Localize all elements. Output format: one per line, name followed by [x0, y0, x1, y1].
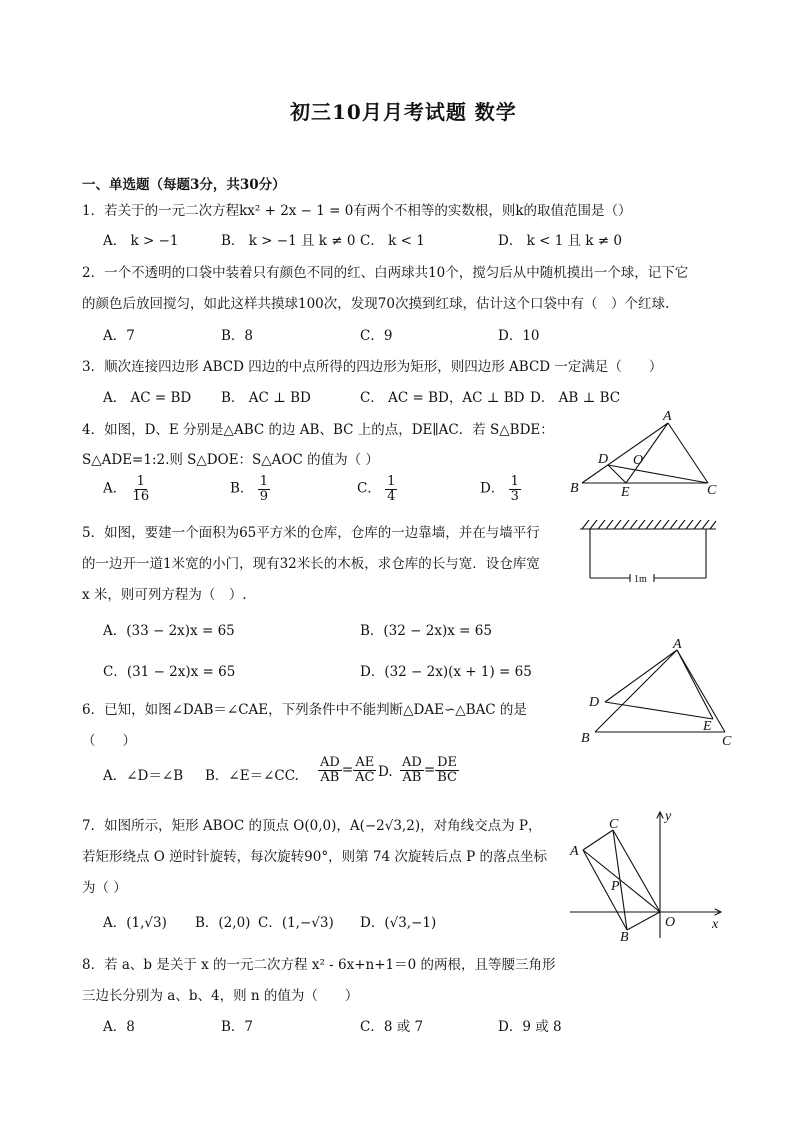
label-b: B — [581, 731, 590, 746]
q6-d-fraction-left — [400, 756, 424, 784]
q4-option-c-label: C． — [357, 480, 381, 497]
numerator: AE — [355, 755, 375, 770]
q1-option-c[interactable]: C． k < 1 — [360, 233, 425, 249]
label-o: O — [633, 453, 644, 468]
q3-option-c[interactable]: C． AC = BD，AC ⊥ BD — [360, 390, 525, 406]
q2-option-c[interactable]: C．9 — [360, 328, 393, 344]
q6-option-b[interactable]: B．∠E＝∠CC. — [205, 768, 299, 784]
q4-option-d[interactable] — [480, 475, 521, 503]
q6-option-a[interactable]: A．∠D＝∠B — [103, 768, 184, 784]
equals-sign: = — [341, 762, 354, 779]
question-4-line1: 4．如图，D、E 分别是△ABC 的边 AB、BC 上的点，DE∥AC．若 S△BDE： — [82, 422, 554, 438]
label-b: B — [620, 930, 629, 942]
label-a: A — [673, 637, 682, 652]
question-2-line1: 2．一个不透明的口袋中装着只有颜色不同的红、白两球共10个，搅匀后从中随机摸出一个球，记下它 — [82, 265, 689, 281]
q6-c-fraction-right — [353, 756, 376, 784]
numerator: 1 — [136, 474, 145, 489]
q4-option-a-fraction — [131, 475, 152, 503]
q5-option-b[interactable]: B．(32 − 2x)x = 65 — [360, 623, 492, 639]
question-4-line2: S△ADE=1:2.则 S△DOE：S△AOC 的值为（ ） — [82, 452, 379, 468]
q2-option-b[interactable]: B．8 — [221, 328, 254, 344]
question-1-text: 1．若关于的一元二次方程kx² + 2x − 1 = 0有两个不相等的实数根，则k的取值范围是（） — [82, 203, 632, 219]
question-8-line1: 8．若 a、b 是关于 x 的一元二次方程 x² - 6x+n+1＝0 的两根，且等腰三角形 — [82, 957, 556, 973]
q4-option-a[interactable] — [103, 475, 151, 503]
denominator: AB — [320, 769, 340, 785]
q4-option-b[interactable] — [230, 475, 270, 503]
q1-option-d[interactable]: D． k < 1 且 k ≠ 0 — [498, 233, 623, 249]
q4-option-b-fraction — [258, 475, 270, 503]
denominator: AC — [355, 769, 375, 785]
q1-option-b[interactable]: B． k > −1 且 k ≠ 0 — [221, 233, 356, 249]
question-7-line1: 7．如图所示，矩形 ABOC 的顶点 O(0,0)，A(−2√3,2)，对角线交点为 P， — [82, 818, 542, 834]
q1-option-a[interactable]: A． k > −1 — [103, 233, 179, 249]
q4-option-a-label: A． — [103, 480, 127, 497]
question-6-line2: （ ） — [82, 733, 136, 749]
q4-option-b-label: B． — [230, 480, 254, 497]
denominator: 3 — [510, 488, 519, 504]
q2-option-a[interactable]: A．7 — [103, 328, 135, 344]
label-d: D — [598, 452, 609, 467]
question-5-line2: 的一边开一道1米宽的小门，现有32米长的木板，求仓库的长与宽．设仓库宽 — [82, 556, 540, 572]
q7-option-d[interactable]: D．(√3,−1) — [360, 915, 437, 931]
q8-option-d[interactable]: D．9 或 8 — [498, 1019, 562, 1035]
label-e: E — [703, 719, 712, 734]
label-c: C — [609, 817, 619, 832]
numerator: 1 — [259, 474, 268, 489]
q4-option-d-fraction — [509, 475, 521, 503]
numerator: 1 — [510, 474, 519, 489]
q5-warehouse-figure — [578, 515, 718, 590]
label-a: A — [570, 844, 579, 859]
label-e: E — [621, 485, 630, 500]
q5-option-a[interactable]: A．(33 − 2x)x = 65 — [103, 623, 235, 639]
label-c: C — [722, 734, 732, 749]
denominator: 9 — [259, 488, 268, 504]
axis-y-label: y — [665, 809, 672, 824]
question-6-line1: 6．已知，如图∠DAB＝∠CAE，下列条件中不能判断△DAE∽△BAC 的是 — [82, 702, 527, 718]
question-3-text: 3．顺次连接四边形 ABCD 四边的中点所得的四边形为矩形，则四边形 ABCD 一定满足（ ） — [82, 359, 663, 375]
wall-hatching — [582, 520, 716, 529]
q6-option-d[interactable] — [400, 756, 459, 784]
denominator: 16 — [132, 488, 150, 504]
equals-sign: = — [423, 762, 436, 779]
q8-option-c[interactable]: C．8 或 7 — [360, 1019, 424, 1035]
denominator: AB — [402, 769, 422, 785]
q7-option-c[interactable]: C．(1,−√3) — [258, 915, 334, 931]
q3-option-a[interactable]: A． AC = BD — [103, 390, 192, 406]
question-5-line1: 5．如图，要建一个面积为65平方米的仓库，仓库的一边靠墙，并在与墙平行 — [82, 525, 540, 541]
label-p: P — [611, 879, 620, 894]
q5-option-d[interactable]: D．(32 − 2x)(x + 1) = 65 — [360, 664, 532, 680]
question-7-line2: 若矩形绕点 O 逆时针旋转，每次旋转90°，则第 74 次旋转后点 P 的落点坐标 — [82, 849, 548, 865]
q7-option-a[interactable]: A．(1,√3) — [103, 915, 167, 931]
q4-option-c[interactable] — [357, 475, 397, 503]
q6-c-fraction-left — [318, 756, 342, 784]
q5-option-c[interactable]: C．(31 − 2x)x = 65 — [103, 664, 236, 680]
page-title: 初三10月月考试题 数学 — [290, 100, 517, 124]
q6-d-fraction-right — [435, 756, 459, 784]
q3-option-b[interactable]: B． AC ⊥ BD — [221, 390, 311, 406]
label-a: A — [663, 409, 672, 424]
door-label: 1m — [634, 574, 647, 585]
label-o: O — [665, 915, 676, 930]
label-b: B — [570, 481, 579, 496]
q4-option-c-fraction — [385, 475, 397, 503]
q8-option-b[interactable]: B．7 — [221, 1019, 254, 1035]
question-7-line3: 为（ ） — [82, 880, 127, 896]
denominator: BC — [437, 769, 457, 785]
question-2-line2: 的颜色后放回搅匀，如此这样共摸球100次，发现70次摸到红球，估计这个口袋中有（ ）个红球. — [82, 296, 670, 312]
q8-option-a[interactable]: A．8 — [103, 1019, 135, 1035]
q7-option-b[interactable]: B．(2,0) — [195, 915, 251, 931]
q3-option-d[interactable]: D． AB ⊥ BC — [530, 390, 621, 406]
numerator: AD — [402, 755, 422, 770]
section-header: 一、单选题（每题3分，共30分） — [82, 177, 286, 193]
denominator: 4 — [387, 488, 396, 504]
label-d: D — [589, 695, 600, 710]
question-5-line3: x 米，则可列方程为（ ）. — [82, 587, 247, 603]
label-c: C — [707, 483, 717, 498]
axis-x-label: x — [712, 917, 719, 932]
question-8-line2: 三边长分别为 a、b、4，则 n 的值为（ ） — [82, 988, 359, 1004]
numerator: AD — [320, 755, 340, 770]
q7-coordinate-figure — [565, 800, 730, 942]
numerator: DE — [437, 755, 458, 770]
q2-option-d[interactable]: D．10 — [498, 328, 540, 344]
q6-option-c[interactable] — [318, 756, 376, 784]
q6-option-d-label[interactable]: D. — [378, 764, 393, 780]
numerator: 1 — [387, 474, 396, 489]
q4-option-d-label: D． — [480, 480, 505, 497]
q6-triangle-figure — [575, 632, 745, 752]
q4-triangle-figure — [565, 405, 725, 500]
